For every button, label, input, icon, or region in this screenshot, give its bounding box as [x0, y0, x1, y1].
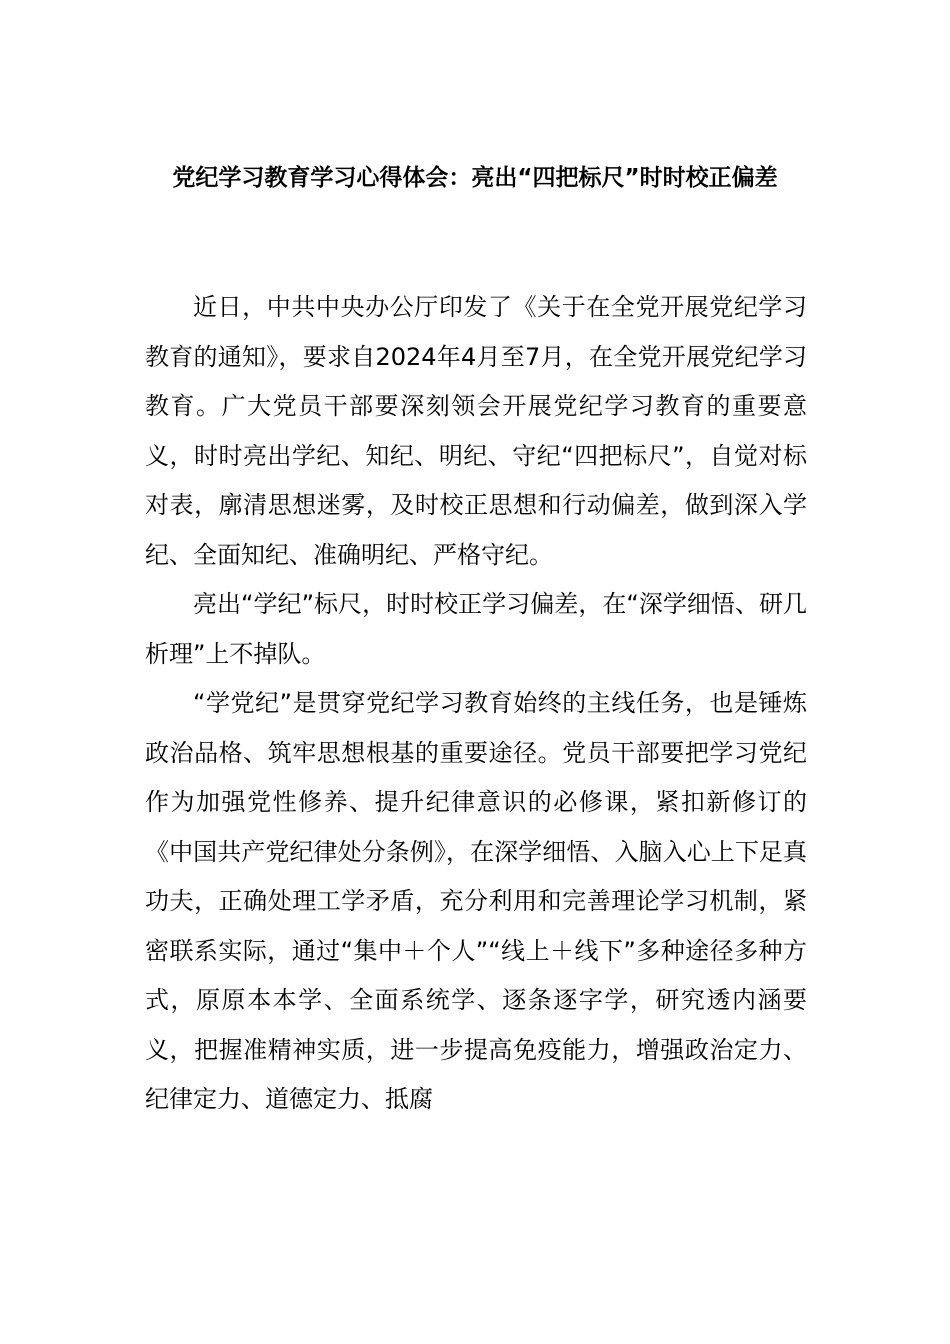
- paragraph-intro: 近日，中共中央办公厅印发了《关于在全党开展党纪学习教育的通知》，要求自2024年4月至7月，在全党开展党纪学习教育。广大党员干部要深刻领会开展党纪学习教育的重要意义，时时亮出学纪、知纪、明纪、守纪“四把标尺”，自觉对标对表，廓清思想迷雾，及时校正思想和行动偏差，做到深入学纪、全面知纪、准确明纪、严格守纪。: [145, 293, 807, 569]
- paragraph-xueji-heading: 亮出“学纪”标尺，时时校正学习偏差，在“深学细悟、研几析理”上不掉队。: [145, 590, 807, 668]
- paragraph-xueji-body: “学党纪”是贯穿党纪学习教育始终的主线任务，也是锤炼政治品格、筑牢思想根基的重要途径。党员干部要把学习党纪作为加强党性修养、提升纪律意识的必修课，紧扣新修订的《中国共产党纪律处分条例》，在深学细悟、入脑入心上下足真功夫，正确处理工学矛盾，充分利用和完善理论学习机制，紧密联系实际，通过“集中＋个人”“线上＋线下”多种途径多种方式，原原本本学、全面系统学、逐条逐字学，研究透内涵要义，把握准精神实质，进一步提高免疫能力，增强政治定力、纪律定力、道德定力、抵腐: [145, 689, 807, 1113]
- document-title: 党纪学习教育学习心得体会：亮出“四把标尺”时时校正偏差: [172, 165, 778, 191]
- document-body: [145, 283, 807, 1125]
